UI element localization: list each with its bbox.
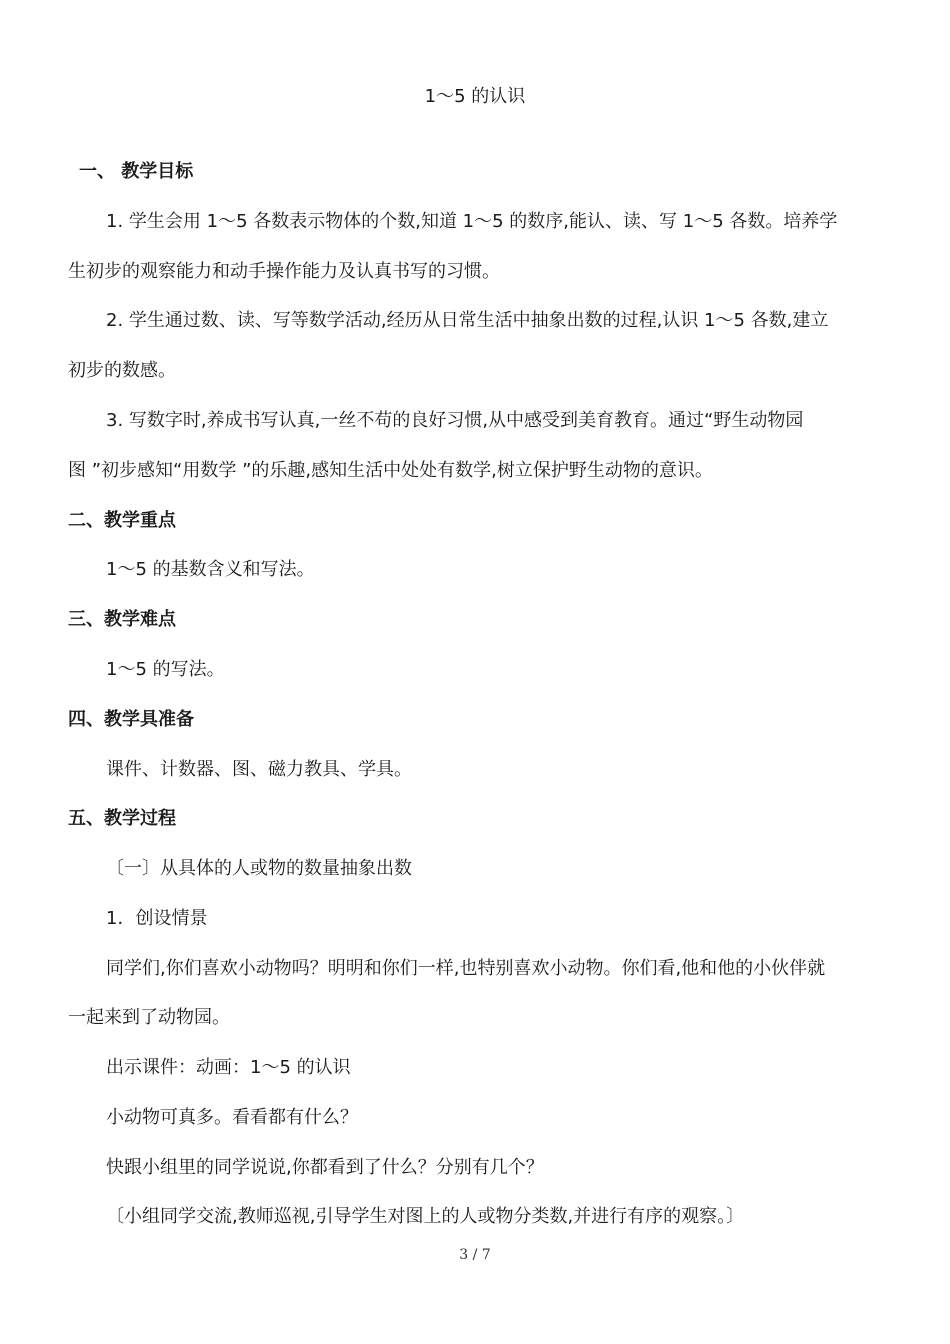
section-heading-difficulties: 三、教学难点	[68, 609, 176, 630]
key-points-body: 1～5 的基数含义和写法。	[106, 559, 315, 580]
goal-2-line-2: 初步的数感。	[68, 360, 176, 381]
section-heading-goals: 一、 教学目标	[79, 161, 194, 182]
process-subheading-1: 〔一〕从具体的人或物的数量抽象出数	[106, 858, 412, 879]
difficulties-body: 1～5 的写法。	[106, 659, 225, 680]
goal-1-line-2: 生初步的观察能力和动手操作能力及认真书写的习惯。	[68, 261, 500, 282]
process-paragraph-1-line-2: 一起来到了动物园。	[68, 1007, 230, 1028]
process-paragraph-1-line-1: 同学们,你们喜欢小动物吗？明明和你们一样,也特别喜欢小动物。你们看,他和他的小伙伴就	[106, 958, 826, 979]
section-heading-process: 五、教学过程	[68, 808, 176, 829]
goal-1-line-1: 1. 学生会用 1～5 各数表示物体的个数,知道 1～5 的数序,能认、读、写 1～5 各数。培养学	[106, 211, 838, 232]
section-heading-key-points: 二、教学重点	[68, 510, 176, 531]
process-paragraph-3: 小动物可真多。看看都有什么？	[106, 1107, 358, 1128]
process-step-1: 1．创设情景	[106, 908, 208, 929]
document-title: 1～5 的认识	[424, 86, 526, 107]
goal-3-line-1: 3. 写数字时,养成书写认真,一丝不苟的良好习惯,从中感受到美育教育。通过“野生动物园	[106, 410, 804, 431]
materials-body: 课件、计数器、图、磁力教具、学具。	[106, 759, 412, 780]
section-heading-materials: 四、教学具准备	[68, 709, 194, 730]
goal-3-line-2: 图 ”初步感知“用数学 ”的乐趣,感知生活中处处有数学,树立保护野生动物的意识。	[68, 460, 713, 481]
process-paragraph-2: 出示课件：动画：1～5 的认识	[106, 1057, 351, 1078]
page-number: 3 / 7	[459, 1247, 491, 1263]
process-paragraph-5: 〔小组同学交流,教师巡视,引导学生对图上的人或物分类数,并进行有序的观察。〕	[106, 1206, 745, 1227]
goal-2-line-1: 2. 学生通过数、读、写等数学活动,经历从日常生活中抽象出数的过程,认识 1～5 各数,建立	[106, 310, 829, 331]
process-paragraph-4: 快跟小组里的同学说说,你都看到了什么？分别有几个？	[106, 1157, 544, 1178]
